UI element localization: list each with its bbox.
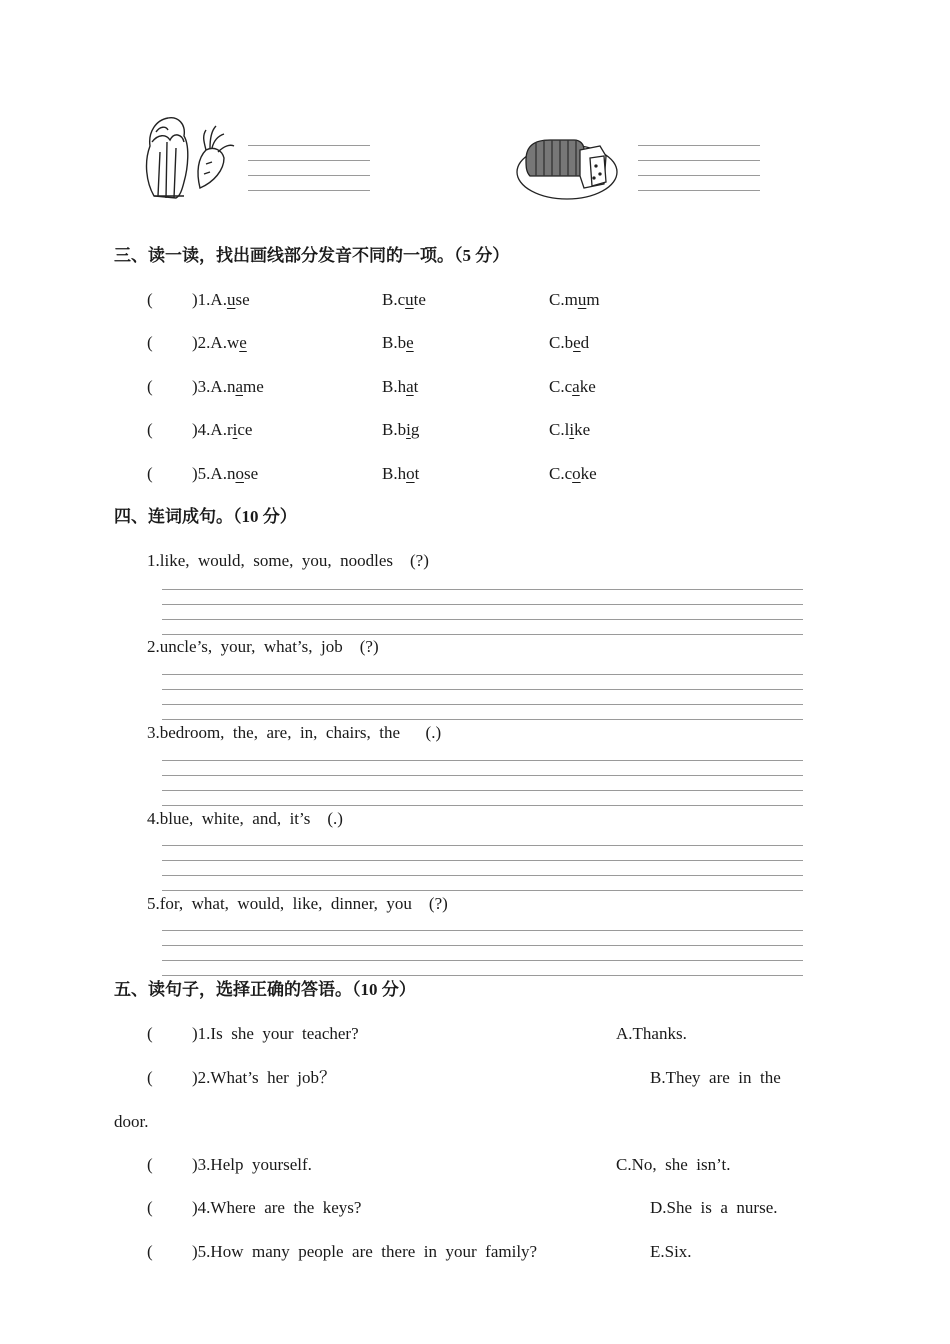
bread-plate-image <box>514 132 620 204</box>
option-b: B.hot <box>382 464 420 483</box>
question-3: 3.bedroom, the, are, in, chairs, the (.) <box>147 723 442 742</box>
answer-bracket[interactable]: ( <box>147 1024 153 1043</box>
question-text: )5.How many people are there in your family? <box>192 1242 538 1261</box>
question-text: )4.Where are the keys? <box>192 1198 362 1217</box>
answer-option-b-continued: door. <box>114 1112 149 1131</box>
option-c: C.coke <box>549 464 597 483</box>
option-c: C.bed <box>549 333 590 352</box>
question-1: 1.like, would, some, you, noodles (?) <box>147 551 429 570</box>
question-text: )2.What’s her job？ <box>192 1068 337 1087</box>
answer-bracket[interactable]: ( <box>147 377 153 396</box>
section-3-heading: 三、读一读，找出画线部分发音不同的一项。（5 分） <box>114 246 510 265</box>
option-b: B.big <box>382 420 420 439</box>
option-b: B.cute <box>382 290 426 309</box>
answer-lines-1[interactable] <box>248 145 370 205</box>
answer-bracket[interactable]: ( <box>147 1242 153 1261</box>
option-b: B.be <box>382 333 414 352</box>
answer-option-b: B.They are in the <box>650 1068 781 1087</box>
question-5: 5.for, what, would, like, dinner, you (?) <box>147 894 448 913</box>
option-c: C.like <box>549 420 591 439</box>
question-text: )3.Help yourself. <box>192 1155 312 1174</box>
question-4: 4.blue, white, and, it’s (.) <box>147 809 343 828</box>
answer-bracket[interactable]: ( <box>147 290 153 309</box>
question-text: )1.Is she your teacher? <box>192 1024 359 1043</box>
answer-bracket[interactable]: ( <box>147 1155 153 1174</box>
answer-lines-2[interactable] <box>638 145 760 205</box>
answer-bracket[interactable]: ( <box>147 420 153 439</box>
option-c: C.cake <box>549 377 596 396</box>
answer-bracket[interactable]: ( <box>147 1198 153 1217</box>
section-5-heading: 五、读句子，选择正确的答语。（10 分） <box>114 980 416 999</box>
question-2: 2.uncle’s, your, what’s, job (?) <box>147 637 379 656</box>
option-b: B.hat <box>382 377 419 396</box>
answer-bracket[interactable]: ( <box>147 333 153 352</box>
answer-option-d: D.She is a nurse. <box>650 1198 778 1217</box>
answer-option-c: C.No, she isn’t. <box>616 1155 731 1174</box>
answer-option-e: E.Six. <box>650 1242 692 1261</box>
option-c: C.mum <box>549 290 600 309</box>
answer-option-a: A.Thanks. <box>616 1024 687 1043</box>
vegetables-image <box>140 112 240 202</box>
answer-bracket[interactable]: ( <box>147 464 153 483</box>
section-4-heading: 四、连词成句。（10 分） <box>114 507 297 526</box>
answer-bracket[interactable]: ( <box>147 1068 153 1087</box>
